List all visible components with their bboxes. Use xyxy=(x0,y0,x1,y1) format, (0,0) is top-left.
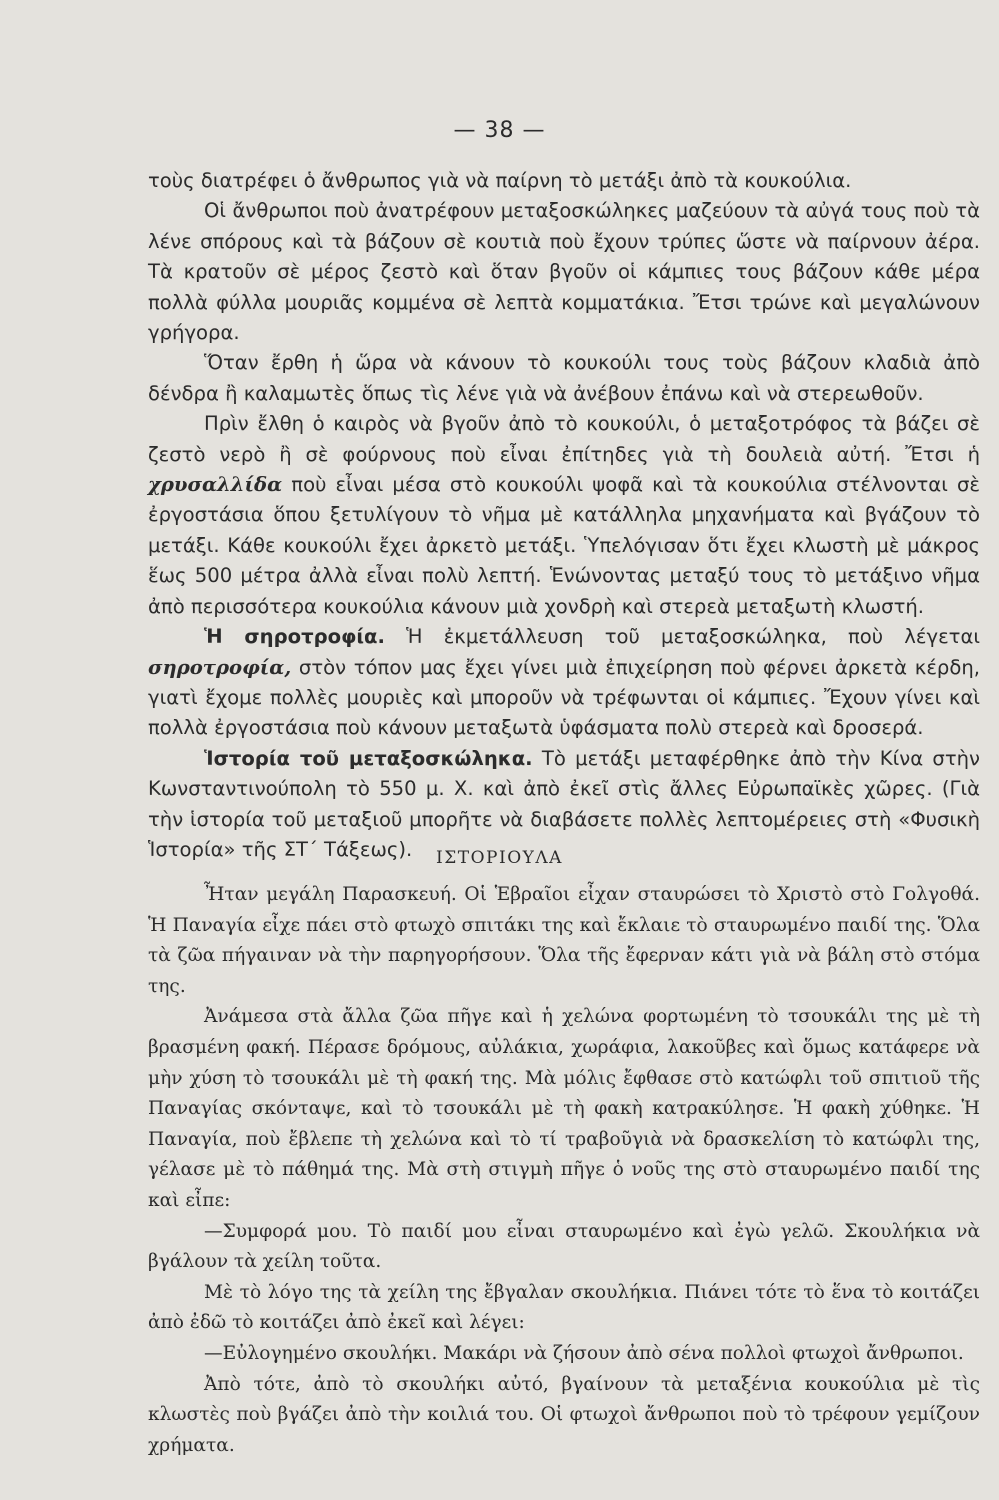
subheading-sericulture: Ἡ σηροτροφία. xyxy=(204,625,385,649)
term-chrysalis: χρυσαλλίδα xyxy=(148,473,283,497)
story-section xyxy=(148,880,980,1461)
paragraph: τοὺς διατρέφει ὁ ἄνθρωπος γιὰ νὰ παίρνη τὸ μετάξι ἀπὸ τὰ κουκούλια. xyxy=(148,169,852,192)
silkworm-section xyxy=(148,166,980,865)
paragraph xyxy=(148,409,980,622)
paragraph xyxy=(148,622,980,744)
subheading-history: Ἱστορία τοῦ μεταξοσκώληκα. xyxy=(204,746,533,770)
text: ποὺ εἶναι μέσα στὸ κουκούλι ψοφᾶ καὶ τὰ κουκούλια στέλνονται σὲ ἐργοστάσια ὅπου ξετυλίγουν τὸ νῆμα μὲ κατάλληλα μηχανήματα καὶ βγάζουν τὸ μετάξι. Κάθε κουκούλι ἔχει ἀρκετὸ μετάξι. Ὑπελόγισαν ὅτι ἔχει κλωστὴ μὲ μάκρος ἕως 500 μέτρα ἀλλὰ εἶναι πολὺ λεπτή. Ἑνώνοντας μεταξύ τους τὸ μετάξινο νῆμα ἀπὸ περισσότερα κουκούλια κάνουν μιὰ χονδρὴ καὶ στερεὰ μεταξωτὴ κλωστή. xyxy=(148,473,980,618)
text: Ἡ ἐκμετάλλευση τοῦ μεταξοσκώληκα, ποὺ λέγεται xyxy=(384,625,980,649)
term-sericulture: σηροτροφία, xyxy=(148,655,292,679)
story-heading: ΙΣΤΟΡΙΟΥΛΑ xyxy=(436,848,563,868)
page-number: — 38 — xyxy=(453,118,546,143)
paragraph: —Συμφορά μου. Τὸ παιδί μου εἶναι σταυρωμένο καὶ ἐγὼ γελῶ. Σκουλήκια νὰ βγάλουν τὰ χείλη τοῦτα. xyxy=(148,1220,980,1273)
text: στὸν τόπον μας ἔχει γίνει μιὰ ἐπιχείρηση ποὺ φέρνει ἀρκετὰ κέρδη, γιατὶ ἔχομε πολλὲς μουριὲς καὶ μποροῦν νὰ τρέφωνται οἱ κάμπιες. Ἔχουν γίνει καὶ πολλὰ ἐργοστάσια ποὺ κάνουν μεταξωτὰ ὑφάσματα πολὺ στερεὰ καὶ δροσερά. xyxy=(148,655,980,740)
paragraph: Μὲ τὸ λόγο της τὰ χείλη της ἔβγαλαν σκουλήκια. Πιάνει τότε τὸ ἕνα τὸ κοιτάζει ἀπὸ ἐδῶ τὸ κοιτάζει ἀπὸ ἐκεῖ καὶ λέγει: xyxy=(148,1281,980,1334)
paragraph: Οἱ ἄνθρωποι ποὺ ἀνατρέφουν μεταξοσκώληκες μαζεύουν τὰ αὐγά τους ποὺ τὰ λένε σπόρους καὶ τὰ βάζουν σὲ κουτιὰ ποὺ ἔχουν τρύπες ὥστε νὰ παίρνουν ἀέρα. Τὰ κρατοῦν σὲ μέρος ζεστὸ καὶ ὅταν βγοῦν οἱ κάμπιες τους βάζουν κάθε μέρα πολλὰ φύλλα μουριᾶς κομμένα σὲ λεπτὰ κομματάκια. Ἔτσι τρώνε καὶ μεγαλώνουν γρήγορα. xyxy=(148,199,980,345)
paragraph: Ἀπὸ τότε, ἀπὸ τὸ σκουλήκι αὐτό, βγαίνουν τὰ μεταξένια κουκούλια μὲ τὶς κλωστὲς ποὺ βγάζει ἀπὸ τὴν κοιλιά του. Οἱ φτωχοὶ ἄνθρωποι ποὺ τὸ τρέφουν γεμίζουν χρήματα. xyxy=(148,1373,980,1456)
paragraph: Ἦταν μεγάλη Παρασκευή. Οἱ Ἑβραῖοι εἶχαν σταυρώσει τὸ Χριστὸ στὸ Γολγοθά. Ἡ Παναγία εἶχε πάει στὸ φτωχὸ σπιτάκι της καὶ ἔκλαιε τὸ σταυρωμένο παιδί της. Ὅλα τὰ ζῶα πήγαιναν νὰ τὴν παρηγορήσουν. Ὅλα τῆς ἔφερναν κάτι γιὰ νὰ βάλη στὸ στόμα της. xyxy=(148,884,980,997)
paragraph: Ἀνάμεσα στὰ ἄλλα ζῶα πῆγε καὶ ἡ χελώνα φορτωμένη τὸ τσουκάλι της μὲ τὴ βρασμένη φακή. Πέρασε δρόμους, αὐλάκια, χωράφια, λακοῦβες καὶ ὅμως κατάφερε νὰ μὴν χύση τὸ τσουκάλι μὲ τὴ φακή της. Μὰ μόλις ἔφθασε στὸ κατώφλι τοῦ σπιτιοῦ τῆς Παναγίας σκόνταψε, καὶ τὸ τσουκάλι μὲ τὴ φακὴ κατρακύλησε. Ἡ φακὴ χύθηκε. Ἡ Παναγία, ποὺ ἔβλεπε τὴ χελώνα καὶ τὸ τί τραβοῦγιὰ νὰ δρασκελίση τὸ κατώφλι της, γέλασε μὲ τὸ πάθημά της. Μὰ στὴ στιγμὴ πῆγε ὁ νοῦς της στὸ σταυρωμένο παιδί της καὶ εἶπε: xyxy=(148,1006,980,1211)
text: Πρὶν ἔλθη ὁ καιρὸς νὰ βγοῦν ἀπὸ τὸ κουκούλι, ὁ μεταξοτρόφος τὰ βάζει σὲ ζεστὸ νερὸ ἢ σὲ φούρνους ποὺ εἶναι ἐπίτηδες γιὰ τὴ δουλειὰ αὐτή. Ἔτσι ἡ xyxy=(148,412,980,466)
paragraph: Ὅταν ἔρθη ἡ ὥρα νὰ κάνουν τὸ κουκούλι τους τοὺς βάζουν κλαδιὰ ἀπὸ δένδρα ἢ καλαμωτὲς ὅπως τὶς λένε γιὰ νὰ ἀνέβουν ἐπάνω καὶ νὰ στερεωθοῦν. xyxy=(148,351,980,405)
paragraph: —Εὐλογημένο σκουλήκι. Μακάρι νὰ ζήσουν ἀπὸ σένα πολλοὶ φτωχοὶ ἄνθρωποι. xyxy=(204,1342,964,1364)
text: Τὸ μετάξι μεταφέρθηκε ἀπὸ τὴν Κίνα στὴν Κωνσταντινούπολη τὸ 550 μ. Χ. καὶ ἀπὸ ἐκεῖ στὶς ἄλλες Εὐρωπαϊκὲς χῶρες. (Γιὰ τὴν ἱστορία τοῦ μεταξιοῦ μπορῆτε νὰ διαβάσετε πολλὲς λεπτομέρειες στὴ «Φυσικὴ Ἱστορία» τῆς ΣΤ΄ Τάξεως). xyxy=(148,746,980,861)
